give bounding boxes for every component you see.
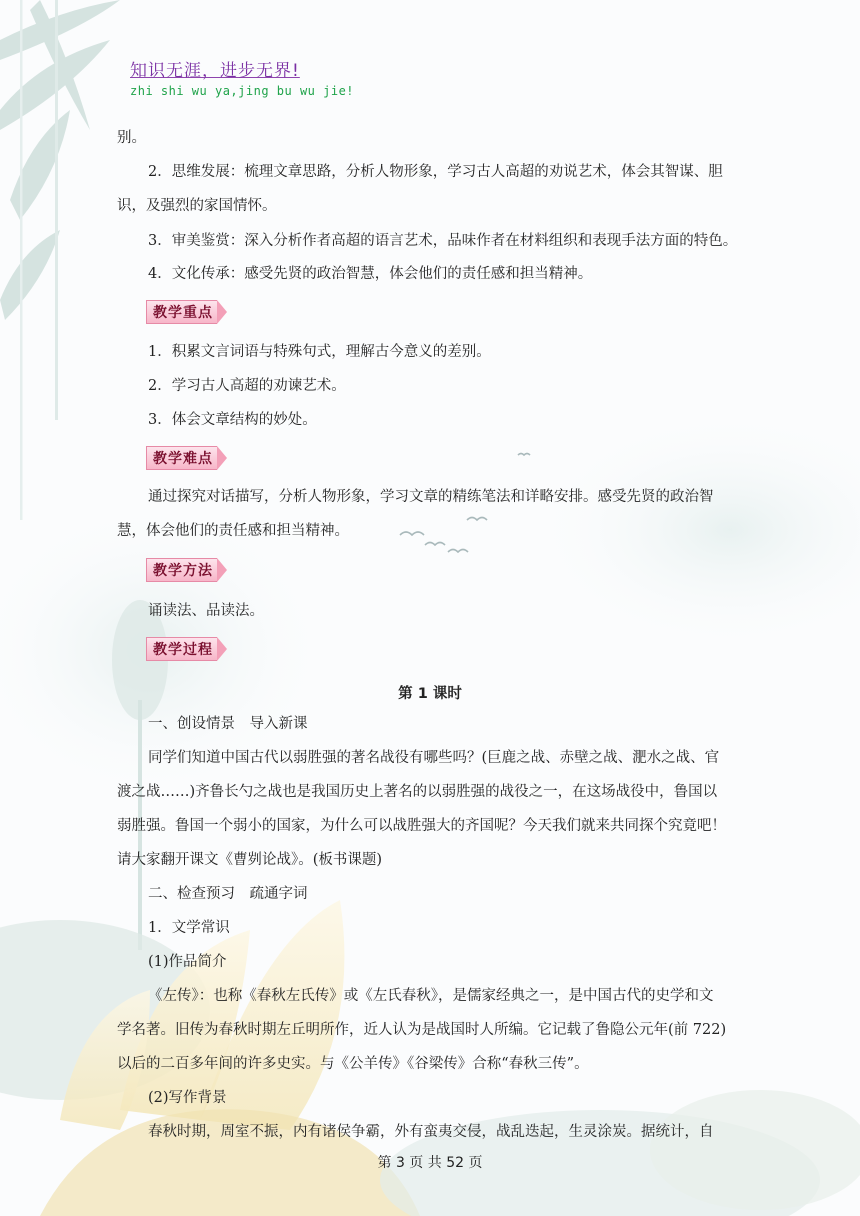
section-heading: (1)作品简介 [148,954,227,970]
tag-arrow-icon [217,300,227,324]
section-heading: (2)写作背景 [148,1090,227,1106]
text-line: 4．文化传承：感受先贤的政治智慧，体会他们的责任感和担当精神。 [148,266,593,282]
list-item: 3．体会文章结构的妙处。 [148,412,317,428]
page-number: 第 3 页 共 52 页 [377,1155,483,1171]
motto-chinese: 知识无涯，进步无界! [130,61,300,81]
lesson-title: 第 1 课时 [398,686,462,702]
header-motto [130,56,354,98]
text-line: 渡之战……)齐鲁长勺之战也是我国历史上著名的以弱胜强的战役之一，在这场战役中，鲁国以 [117,784,718,800]
text-line: 识，及强烈的家国情怀。 [117,198,277,214]
text-line: 同学们知道中国古代以弱胜强的著名战役有哪些吗？(巨鹿之战、赤壁之战、淝水之战、官 [148,750,720,766]
tag-arrow-icon [217,558,227,582]
section-tag-methods [146,558,227,582]
tag-arrow-icon [217,446,227,470]
text-line: 别。 [117,130,146,146]
text-line: 《左传》：也称《春秋左氏传》或《左氏春秋》，是儒家经典之一，是中国古代的史学和文 [148,988,714,1004]
section-tag-label: 教学方法 [146,558,217,582]
text-line: 通过探究对话描写，分析人物形象，学习文章的精练笔法和详略安排。感受先贤的政治智 [148,489,714,505]
text-line: 请大家翻开课文《曹刿论战》。(板书课题) [117,852,383,868]
section-heading: 一、创设情景 导入新课 [148,716,308,732]
text-line: 学名著。旧传为春秋时期左丘明所作，近人认为是战国时人所编。它记载了鲁隐公元年(前 722) [117,1022,727,1038]
tag-arrow-icon [217,637,227,661]
list-item: 2．学习古人高超的劝谏艺术。 [148,378,346,394]
list-item: 1．积累文言词语与特殊句式，理解古今意义的差别。 [148,344,491,360]
section-tag-label: 教学过程 [146,637,217,661]
section-tag-key-points [146,300,227,324]
section-tag-label: 教学难点 [146,446,217,470]
text-line: 2．思维发展：梳理文章思路，分析人物形象，学习古人高超的劝说艺术，体会其智谋、胆 [148,164,723,180]
section-tag-process [146,637,227,661]
text-line: 春秋时期，周室不振，内有诸侯争霸，外有蛮夷交侵，战乱迭起，生灵涂炭。据统计，自 [148,1124,714,1140]
section-heading: 二、检查预习 疏通字词 [148,886,308,902]
section-tag-difficulties [146,446,227,470]
section-tag-label: 教学重点 [146,300,217,324]
section-heading: 1．文学常识 [148,920,230,936]
motto-pinyin: zhi shi wu ya,jing bu wu jie! [130,84,355,98]
text-line: 以后的二百多年间的许多史实。与《公羊传》《谷梁传》合称“春秋三传”。 [117,1056,589,1072]
text-line: 慧，体会他们的责任感和担当精神。 [117,523,349,539]
text-line: 弱胜强。鲁国一个弱小的国家，为什么可以战胜强大的齐国呢？今天我们就来共同探个究竟吧！ [117,818,726,834]
text-line: 诵读法、品读法。 [148,603,264,619]
text-line: 3．审美鉴赏：深入分析作者高超的语言艺术，品味作者在材料组织和表现手法方面的特色。 [148,233,738,249]
